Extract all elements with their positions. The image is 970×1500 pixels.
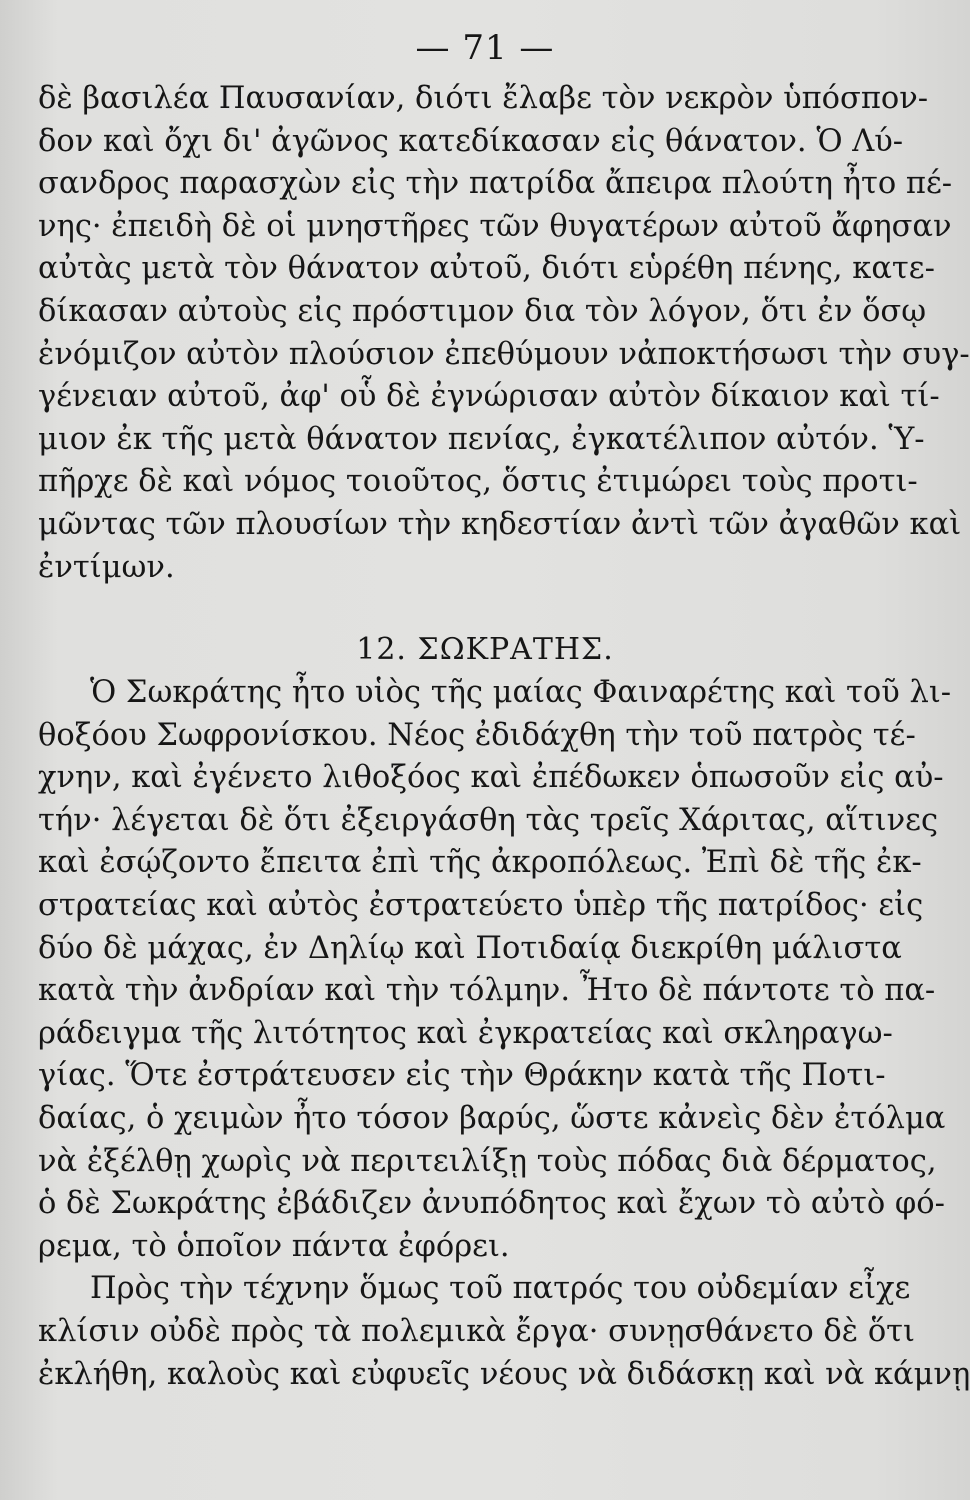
text-line: θοξόου Σωφρονίσκου. Νέος ἐδιδάχθη τὴν τοῦ πατρὸς τέ- — [38, 717, 916, 753]
text-line: κλίσιν οὐδὲ πρὸς τὰ πολεμικὰ ἔργα· συνῃσθάνετο δὲ ὅτι — [38, 1313, 916, 1349]
text-line: κατὰ τὴν ἀνδρίαν καὶ τὴν τόλμην. Ἦτο δὲ πάντοτε τὸ πα- — [38, 973, 936, 1009]
section-title: 12. ΣΩΚΡΑΤΗΣ. — [356, 632, 614, 667]
text-line: χνην, καὶ ἐγένετο λιθοξόος καὶ ἐπέδωκεν ὁπωσοῦν εἰς αὐ- — [38, 760, 944, 796]
text-line: ράδειγμα τῆς λιτότητος καὶ ἐγκρατείας καὶ σκληραγω- — [38, 1015, 893, 1051]
text-line: δαίας, ὁ χειμὼν ἦτο τόσον βαρύς, ὥστε κἀνεὶς δὲν ἐτόλμα — [38, 1100, 946, 1136]
text-line: Πρὸς τὴν τέχνην ὅμως τοῦ πατρός του οὐδεμίαν εἶχε — [90, 1271, 911, 1307]
text-line: μῶντας τῶν πλουσίων τὴν κηδεστίαν ἀντὶ τῶν ἀγαθῶν καὶ — [38, 506, 962, 542]
text-line: αὐτὰς μετὰ τὸν θάνατον αὐτοῦ, διότι εὑρέθη πένης, κατε- — [38, 251, 935, 287]
text-line: σανδρος παρασχὼν εἰς τὴν πατρίδα ἄπειρα πλούτη ἦτο πέ- — [38, 166, 953, 202]
text-line: καὶ ἐσῴζοντο ἔπειτα ἐπὶ τῆς ἀκροπόλεως. Ἐπὶ δὲ τῆς ἐκ- — [38, 845, 922, 881]
text-line: ἐντίμων. — [38, 549, 175, 585]
text-line: στρατείας καὶ αὐτὸς ἐστρατεύετο ὑπὲρ τῆς πατρίδος· εἰς — [38, 887, 924, 923]
text-line: δύο δὲ μάχας, ἐν Δηλίῳ καὶ Ποτιδαίᾳ διεκρίθη μάλιστα — [38, 930, 902, 966]
text-line: δὲ βασιλέα Παυσανίαν, διότι ἔλαβε τὸν νεκρὸν ὑπόσπον- — [38, 81, 929, 116]
text-line: γένειαν αὐτοῦ, ἀφ' οὗ δὲ ἐγνώρισαν αὐτὸν δίκαιον καὶ τί- — [38, 379, 940, 415]
text-line: δίκασαν αὐτοὺς εἰς πρόστιμον δια τὸν λόγον, ὅτι ἐν ὅσῳ — [38, 293, 927, 329]
page-number: — 71 — — [415, 28, 555, 68]
text-line: νης· ἐπειδὴ δὲ οἱ μνηστῆρες τῶν θυγατέρων αὐτοῦ ἄφησαν — [38, 208, 952, 244]
text-line: ἐνόμιζον αὐτὸν πλούσιον ἐπεθύμουν νἀποκτήσωσι τὴν συγ- — [38, 336, 970, 372]
text-line: τήν· λέγεται δὲ ὅτι ἐξειργάσθη τὰς τρεῖς Χάριτας, αἵτινες — [38, 802, 939, 838]
text-line: Ὁ Σωκράτης ἦτο υἱὸς τῆς μαίας Φαιναρέτης καὶ τοῦ λι- — [90, 675, 952, 710]
text-line: ὁ δὲ Σωκράτης ἐβάδιζεν ἀνυπόδητος καὶ ἔχων τὸ αὐτὸ φό- — [38, 1186, 945, 1222]
section-body — [38, 672, 970, 1396]
paragraph-lysander — [38, 78, 970, 589]
text-line: νὰ ἐξέλθῃ χωρὶς νὰ περιτειλίξῃ τοὺς πόδας διὰ δέρματος, — [38, 1143, 937, 1179]
text-line: γίας. Ὅτε ἐστράτευσεν εἰς τὴν Θράκην κατὰ τῆς Ποτι- — [38, 1058, 886, 1094]
text-line: μιον ἐκ τῆς μετὰ θάνατον πενίας, ἐγκατέλιπον αὐτόν. Ὑ- — [38, 421, 925, 457]
text-line: ρεμα, τὸ ὁποῖον πάντα ἐφόρει. — [38, 1228, 510, 1264]
text-line: πῆρχε δὲ καὶ νόμος τοιοῦτος, ὅστις ἐτιμώρει τοὺς προτι- — [38, 464, 918, 500]
text-line: δον καὶ ὄχι δι' ἀγῶνος κατεδίκασαν εἰς θάνατον. Ὁ Λύ- — [38, 123, 904, 159]
text-line: ἐκλήθη, καλοὺς καὶ εὐφυεῖς νέους νὰ διδάσκῃ καὶ νὰ κάμνῃ — [38, 1356, 970, 1392]
